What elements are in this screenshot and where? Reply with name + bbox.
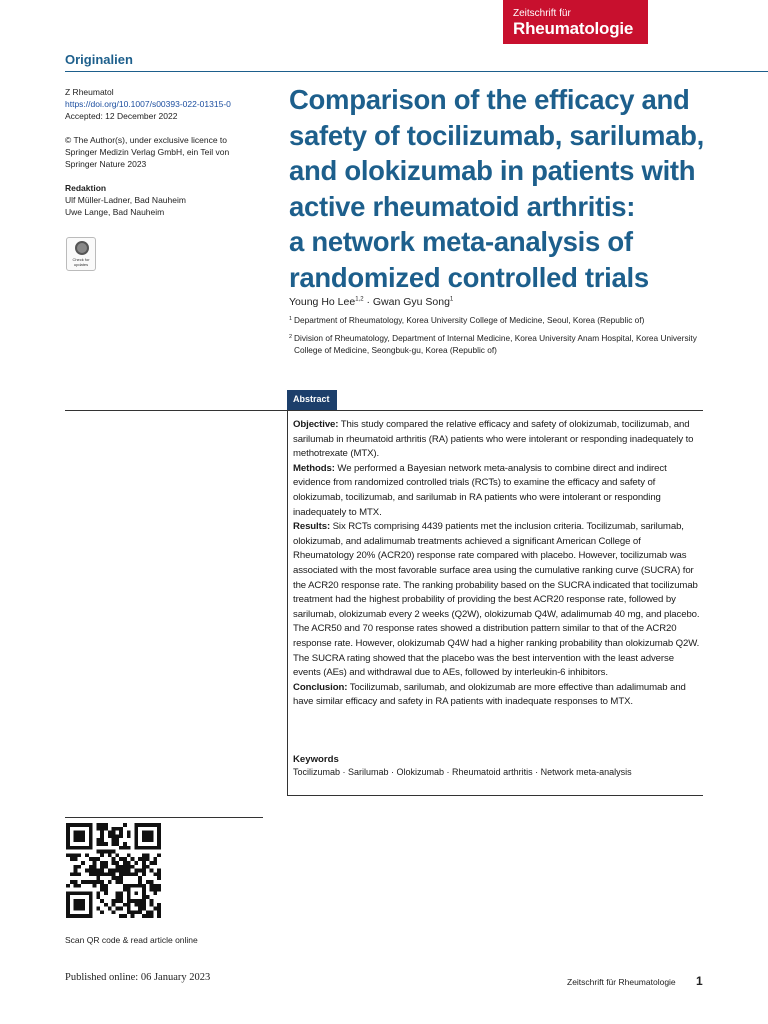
crossmark-label: Check for updates <box>72 257 90 267</box>
abstract-conclusion: Conclusion: Tocilizumab, sarilumab, and olokizumab are more effective than adalimumab and have similar efficacy and safety in RA patients with inadequate responses to MTX. <box>293 681 686 708</box>
author-name[interactable]: Gwan Gyu Song <box>372 296 450 308</box>
journal-logo-line2: Rheumatologie <box>513 19 634 38</box>
copyright-line3: Springer Nature 2023 <box>65 159 147 169</box>
affiliation-number: 2 <box>289 334 293 340</box>
abstract-body <box>293 418 703 710</box>
journal-abbrev: Z Rheumatol <box>65 87 114 97</box>
title-line: active rheumatoid arthritis: <box>289 190 636 222</box>
abstract-tab: Abstract <box>287 390 337 410</box>
keywords-list: Tocilizumab · Sarilumab · Olokizumab · Rheumatoid arthritis · Network meta-analysis <box>293 767 632 777</box>
article-meta <box>65 86 275 218</box>
doi-link[interactable]: https://doi.org/10.1007/s00393-022-01315-0 <box>65 99 231 109</box>
title-line: a network meta-analysis of <box>289 226 633 257</box>
affiliation-text: Department of Rheumatology, Korea University College of Medicine, Seoul, Korea (Republic of) <box>294 315 645 325</box>
title-line: Comparison of the efficacy and <box>289 84 690 115</box>
affiliation-number: 1 <box>289 316 293 322</box>
accepted-date: Accepted: 12 December 2022 <box>65 111 178 121</box>
abstract-border-bottom <box>287 795 703 796</box>
author-affil-ref: 1,2 <box>355 296 364 303</box>
qr-caption: Scan QR code & read article online <box>65 935 198 945</box>
crossmark-icon <box>75 241 89 255</box>
abstract-divider <box>65 410 703 411</box>
title-line: safety of tocilizumab, sarilumab, <box>289 119 704 151</box>
journal-logo-line1: Zeitschrift für <box>513 8 571 19</box>
copyright-line1: © The Author(s), under exclusive licence to <box>65 135 228 145</box>
qr-divider <box>65 817 263 818</box>
abstract-border-left <box>287 410 288 796</box>
editor-1: Ulf Müller-Ladner, Bad Nauheim <box>65 195 186 205</box>
copyright-line2: Springer Medizin Verlag GmbH, ein Teil von <box>65 147 230 157</box>
section-label: Originalien <box>65 52 133 67</box>
journal-logo <box>503 0 648 44</box>
affiliation-text: Division of Rheumatology, Department of Internal Medicine, Korea University Anam Hospital, Korea University College of Medicine, Seongbuk-gu, Korea (Republic of) <box>294 333 697 355</box>
editor-2: Uwe Lange, Bad Nauheim <box>65 207 165 217</box>
abstract-objective: Objective: This study compared the relative efficacy and safety of olokizumab, tocilizumab, and sarilumab in rheumatoid arthritis (RA) patients who were intolerant or responding inadequately to methotrexate (MTX). <box>293 419 694 460</box>
redaktion-label: Redaktion <box>65 183 107 193</box>
page-number: 1 <box>696 974 703 988</box>
title-line: randomized controlled trials <box>289 261 649 293</box>
header-divider <box>65 71 768 72</box>
footer-journal-name: Zeitschrift für Rheumatologie <box>567 977 676 987</box>
author-separator: · <box>363 296 373 308</box>
affiliation-2 <box>289 332 699 356</box>
keywords-heading: Keywords <box>293 754 339 765</box>
author-name[interactable]: Young Ho Lee <box>289 296 356 308</box>
author-list <box>289 296 453 308</box>
article-title <box>289 82 729 295</box>
title-line: and olokizumab in patients with <box>289 155 696 186</box>
published-date: Published online: 06 January 2023 <box>65 972 211 983</box>
check-for-updates-button[interactable] <box>66 237 96 271</box>
abstract-results: Results: Six RCTs comprising 4439 patients met the inclusion criteria. Tocilizumab, sarilumab, olokizumab, and adalimumab treatments achieved a significant American College of Rheumatology 20% (ACR20) response rate compared with placebo. However, tocilizumab was associated with the most favorable surface area using the cumulative ranking curve (SUCRA) for the ACR20 response rate. The ranking probability based on the SUCRA indicated that tocilizumab treatment had the highest probability of providing the best ACR20 response rate, followed by sarilumab, olokizumab every 2 weeks (Q2W), olokizumab Q4W, adalimumab 40 mg, and placebo. The ACR50 and 70 response rates showed a distribution pattern similar to that of the ACR20 response rate. However, olokizumab Q4W had a higher ranking probability than olokizumab Q2W. The SUCRA rating showed that the placebo was the best intervention with the least adverse events (AEs) and withdrawal due to AEs, followed by interleukin-6 inhibitors. <box>293 521 700 679</box>
affiliation-1 <box>289 314 699 326</box>
abstract-methods: Methods: We performed a Bayesian network meta-analysis to combine direct and indirect evidence from randomized controlled trials (RCTs) to examine the efficacy and safety of olokizumab, tocilizumab, and sarilumab in RA patients who were intolerant or responding inadequately to MTX. <box>293 462 667 518</box>
author-affil-ref: 1 <box>449 296 454 303</box>
qr-code[interactable] <box>66 823 161 918</box>
